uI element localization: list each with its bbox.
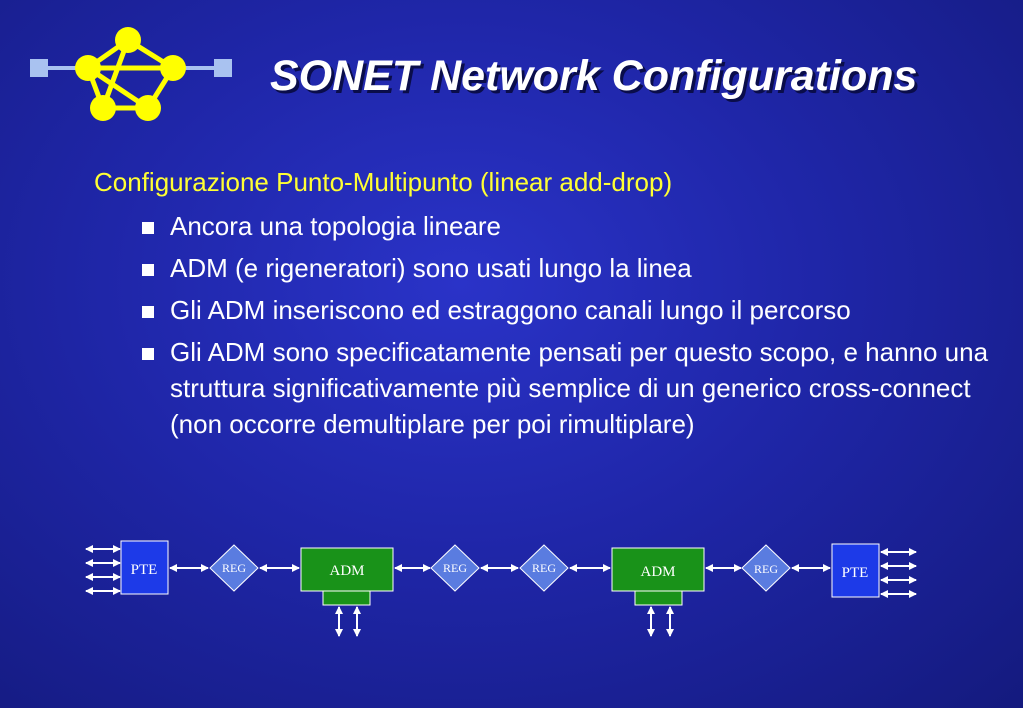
- bullet-item: [140, 250, 1000, 286]
- pte-left-label: PTE: [130, 562, 158, 578]
- adm-1-drop-arrows: [339, 607, 357, 636]
- adm-2-label: ADM: [640, 564, 676, 580]
- slide-title: SONET Network Configurations: [270, 52, 918, 100]
- pte-right-label: PTE: [841, 565, 869, 581]
- adm-1-label: ADM: [329, 563, 365, 579]
- bullet-text: Ancora una topologia lineare: [170, 211, 502, 241]
- reg-1-label: REG: [222, 561, 246, 575]
- pte-right-arrows: [881, 552, 916, 594]
- bullet-text: Gli ADM inseriscono ed estraggono canali lungo il percorso: [170, 295, 851, 325]
- reg-3-label: REG: [532, 561, 556, 575]
- linear-add-drop-diagram: [0, 530, 1023, 650]
- bullet-item: [140, 208, 1000, 244]
- reg-2-label: REG: [443, 561, 467, 575]
- bullet-item: [140, 334, 1000, 442]
- square-bullet-icon: [142, 222, 154, 234]
- bullet-list: [140, 208, 1000, 448]
- square-bullet-icon: [142, 306, 154, 318]
- adm-2-drop-arrows: [651, 607, 670, 636]
- bullet-item: [140, 292, 1000, 328]
- square-bullet-icon: [142, 264, 154, 276]
- bullet-text: Gli ADM sono specificatamente pensati per questo scopo, e hanno una struttura significativamente più semplice di un generico cross-connect (non occorre demultiplare per poi rimultiplare): [170, 337, 989, 439]
- section-heading: Configurazione Punto-Multipunto (linear add-drop): [94, 167, 673, 197]
- bullet-text: ADM (e rigeneratori) sono usati lungo la linea: [170, 253, 692, 283]
- square-bullet-icon: [142, 348, 154, 360]
- network-topology-logo-icon: [28, 22, 238, 132]
- pte-left-arrows: [86, 549, 120, 591]
- reg-4-label: REG: [754, 562, 778, 576]
